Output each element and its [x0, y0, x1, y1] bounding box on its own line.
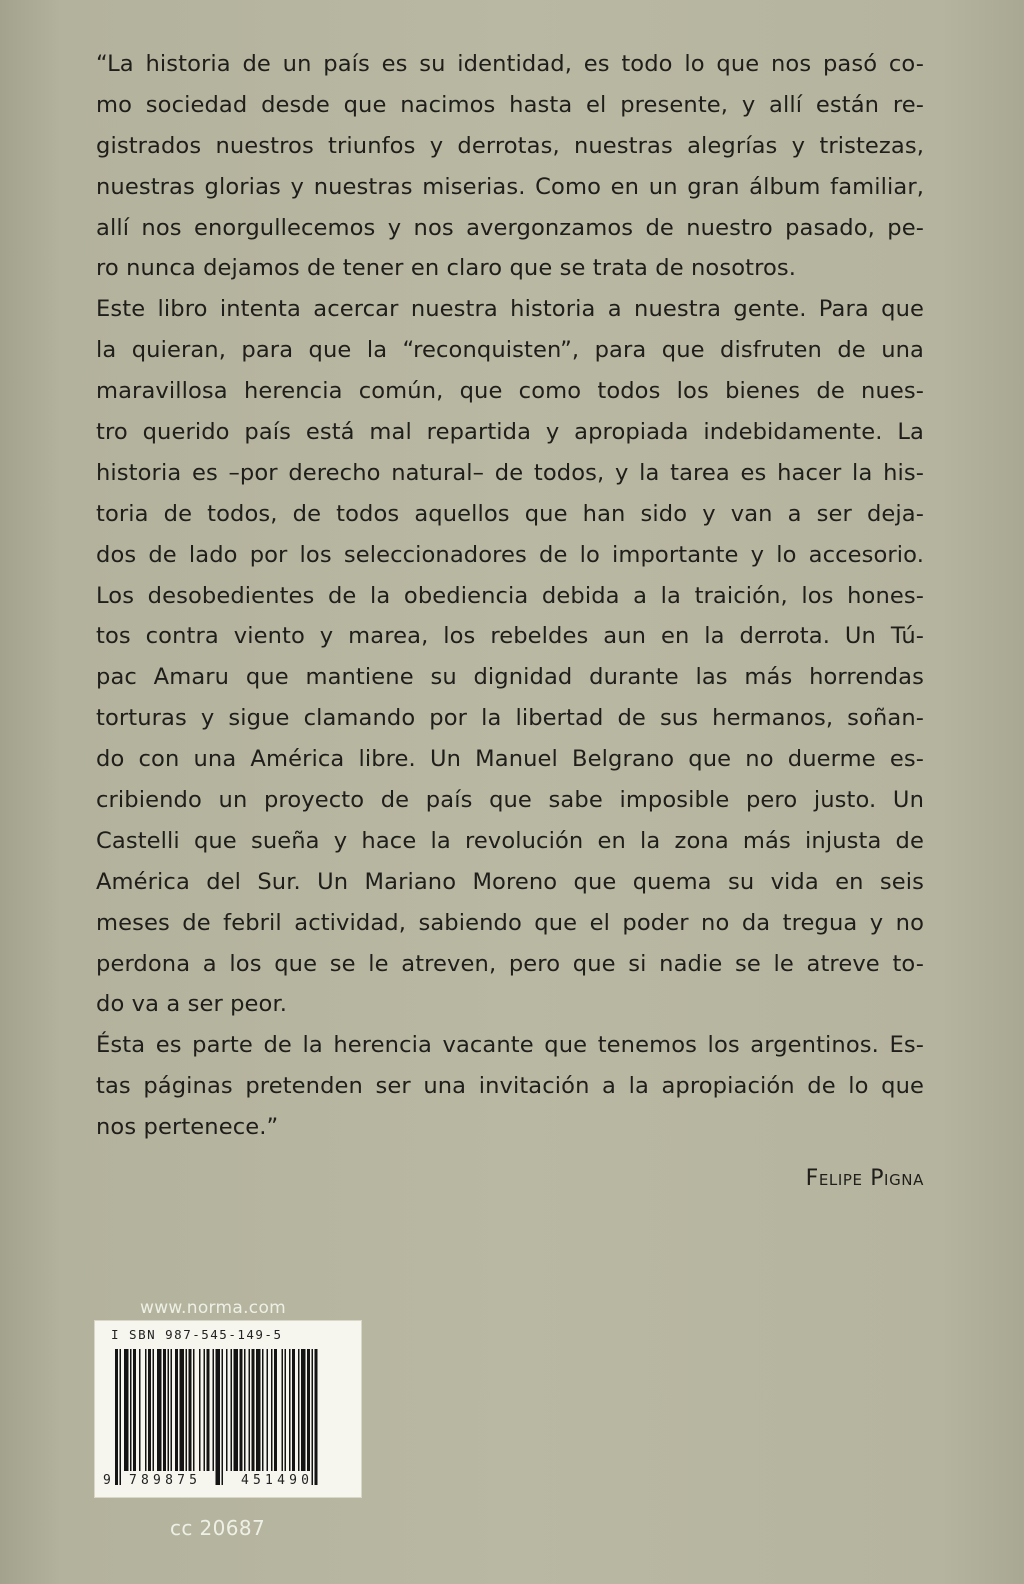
barcode-icon [95, 1321, 361, 1497]
quote-line: meses de febril actividad, sabiendo que el poder no da tregua y no [96, 909, 924, 936]
quote-line: torturas y sigue clamando por la libertad de sus hermanos, soñan- [96, 705, 924, 732]
quote-line: toria de todos, de todos aquellos que han sido y van a ser deja- [96, 500, 924, 527]
barcode-bar [216, 1349, 221, 1485]
barcode-bar [222, 1349, 224, 1485]
barcode-bar [274, 1349, 277, 1471]
barcode-bar [145, 1349, 147, 1471]
quote-line: dos de lado por los seleccionadores de lo importante y lo accesorio. [96, 541, 924, 568]
barcode-bar [175, 1349, 178, 1471]
barcode-bar [262, 1349, 264, 1471]
quote-line: gistrados nuestros triunfos y derrotas, nuestras alegrías y tristezas, [96, 132, 924, 159]
barcode-bar [163, 1349, 166, 1471]
quote-line: tas páginas pretenden ser una invitación a la apropiación de lo que [96, 1073, 924, 1100]
barcode-bar [307, 1349, 310, 1471]
quote-line: nuestras glorias y nuestras miserias. Como en un gran álbum familiar, [96, 173, 924, 200]
barcode-bar [148, 1349, 151, 1471]
barcode-bar [289, 1349, 291, 1471]
barcode-bar [298, 1349, 300, 1471]
quote-line: do va a ser peor. [96, 991, 288, 1018]
quote-line: la quieran, para que la “reconquisten”, para que disfruten de una [96, 337, 924, 364]
barcode-bar [282, 1349, 284, 1471]
barcode-bar [130, 1349, 132, 1471]
barcode-bar [186, 1349, 188, 1471]
barcode-bar [301, 1349, 306, 1471]
barcode-right-digits: 451490 [241, 1473, 314, 1488]
barcode-bar [193, 1349, 195, 1471]
barcode-bar [244, 1349, 246, 1471]
quote-line: mo sociedad desde que nacimos hasta el presente, y allí están re- [96, 91, 924, 118]
barcode-bar [168, 1349, 170, 1471]
barcode-bar [199, 1349, 201, 1471]
barcode-bar [180, 1349, 185, 1471]
quote-line: allí nos enorgullecemos y nos avergonzamos de nuestro pasado, pe- [96, 214, 924, 241]
barcode-bar [285, 1349, 287, 1471]
quote-text [96, 44, 924, 1148]
barcode-bar [124, 1349, 129, 1471]
publisher-website: www.norma.com [140, 1298, 287, 1318]
quote-line: ro nunca dejamos de tener en claro que se trata de nosotros. [96, 255, 797, 282]
quote-line: tro querido país está mal repartida y apropiada indebidamente. La [96, 419, 924, 446]
barcode-bar [234, 1349, 239, 1471]
barcode-bar [252, 1349, 255, 1471]
quote-line: Castelli que sueña y hace la revolución en la zona más injusta de [96, 827, 924, 854]
barcode-bar [171, 1349, 173, 1471]
barcode-bar [133, 1349, 136, 1471]
author-name: Felipe Pigna [805, 1166, 924, 1191]
quote-line: do con una América libre. Un Manuel Belgrano que no duerme es- [96, 746, 924, 773]
barcode-left-digits: 789875 [129, 1473, 202, 1488]
barcode-bar [115, 1349, 118, 1485]
quote-line: Ésta es parte de la herencia vacante que tenemos los argentinos. Es- [96, 1032, 924, 1059]
barcode-first-digit: 9 [103, 1473, 116, 1488]
quote-line: perdona a los que se le atreven, pero que si nadie se le atreve to- [96, 950, 924, 977]
barcode-bar [189, 1349, 192, 1471]
quote-line: nos pertenece.” [96, 1114, 279, 1141]
barcode-bar [226, 1349, 228, 1471]
quote-line: Este libro intenta acercar nuestra historia a nuestra gente. Para que [96, 296, 924, 323]
quote-line: Los desobedientes de la obediencia debida a la traición, los hones- [96, 582, 924, 609]
quote-line: tos contra viento y marea, los rebeldes aun en la derrota. Un Tú- [96, 623, 924, 650]
barcode-bar [153, 1349, 155, 1471]
barcode-bar [312, 1349, 314, 1485]
quote-line: cribiendo un proyecto de país que sabe imposible pero justo. Un [96, 787, 924, 814]
barcode-bar [240, 1349, 243, 1471]
barcode-bar [120, 1349, 122, 1485]
quote-line: América del Sur. Un Mariano Moreno que quema su vida en seis [96, 868, 924, 895]
quote-line: pac Amaru que mantiene su dignidad durante las más horrendas [96, 664, 924, 691]
quote-line: historia es –por derecho natural– de todos, y la tarea es hacer la his- [96, 459, 924, 486]
barcode-bar [231, 1349, 233, 1471]
barcode-label [94, 1320, 362, 1498]
barcode-bar [204, 1349, 206, 1471]
barcode-bar [139, 1349, 141, 1471]
barcode-bar [256, 1349, 261, 1471]
barcode-bar [315, 1349, 318, 1485]
barcode-bar [157, 1349, 162, 1471]
isbn-text: I SBN 987-545-149-5 [111, 1327, 283, 1342]
barcode-bar [267, 1349, 269, 1471]
quote-line: “La historia de un país es su identidad, es todo lo que nos pasó co- [96, 51, 924, 77]
barcode-bar [271, 1349, 273, 1471]
barcode-bar [249, 1349, 251, 1471]
catalog-code: cc 20687 [170, 1516, 266, 1540]
barcode-bar [213, 1349, 215, 1471]
quote-line: maravillosa herencia común, que como todos los bienes de nues- [96, 378, 924, 405]
barcode-bar [292, 1349, 295, 1471]
barcode-bar [207, 1349, 210, 1471]
